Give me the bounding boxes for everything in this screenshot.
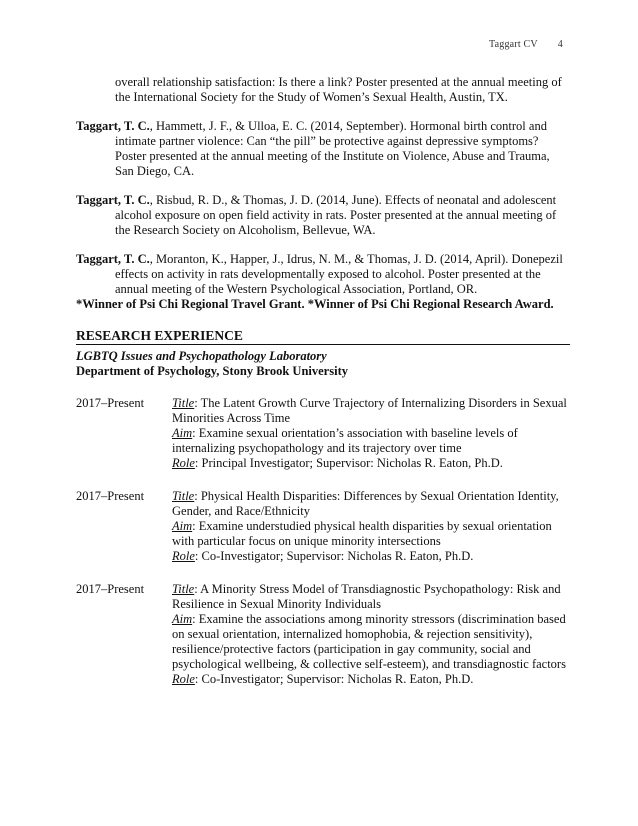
publication-author: Taggart, T. C. [76,119,150,133]
aim-label: Aim [172,426,193,440]
project-dates: 2017–Present [76,489,145,503]
project-dates: 2017–Present [76,396,145,410]
project-title: A Minority Stress Model of Transdiagnostic Psychopathology: Risk and Resilience in Sexual Minority Individuals [172,582,561,611]
project-role-line: Role: Co-Investigator; Supervisor: Nicholas R. Eaton, Ph.D. [172,672,474,686]
title-label: Title [172,489,195,503]
project-title-line: Title: The Latent Growth Curve Trajectory of Internalizing Disorders in Sexual Minorities Across Time [172,396,567,425]
role-label: Role [172,672,195,686]
project-role-line: Role: Principal Investigator; Supervisor: Nicholas R. Eaton, Ph.D. [172,456,503,470]
project-title-line: Title: A Minority Stress Model of Transdiagnostic Psychopathology: Risk and Resilience in Sexual Minority Individuals [172,582,561,611]
header-title: Taggart CV [489,39,538,50]
research-project [76,489,570,564]
publication-entry [76,75,570,105]
project-title: Physical Health Disparities: Differences by Sexual Orientation Identity, Gender, and Race/Ethnicity [172,489,559,518]
publication-text: , Moranton, K., Happer, J., Idrus, N. M., & Thomas, J. D. (2014, April). Donepezil effects on activity in rats developmentally exposed to alcohol. Poster presented at the annual meeting of the Western Psychological Association, Portland, OR. [115,252,563,296]
cv-page-content [76,75,570,705]
publication-author: Taggart, T. C. [76,193,150,207]
project-role: Principal Investigator; Supervisor: Nicholas R. Eaton, Ph.D. [201,456,503,470]
publication-awards: *Winner of Psi Chi Regional Travel Grant. *Winner of Psi Chi Regional Research Award. [76,297,554,311]
project-details [172,582,570,687]
section-heading: RESEARCH EXPERIENCE [76,328,570,345]
project-role: Co-Investigator; Supervisor: Nicholas R. Eaton, Ph.D. [201,672,474,686]
publication-text: overall relationship satisfaction: Is there a link? Poster presented at the annual meeting of the International Society for the Study of Women’s Sexual Health, Austin, TX. [115,75,562,104]
publication-entry [76,252,570,312]
title-label: Title [172,396,195,410]
project-title-line: Title: Physical Health Disparities: Differences by Sexual Orientation Identity, Gender, and Race/Ethnicity [172,489,559,518]
department-name: Department of Psychology, Stony Brook University [76,364,348,378]
research-project [76,582,570,687]
project-details [172,489,570,564]
publication-author: Taggart, T. C. [76,252,150,266]
role-label: Role [172,456,195,470]
publication-text: , Risbud, R. D., & Thomas, J. D. (2014, June). Effects of neonatal and adolescent alcohol exposure on open field activity in rats. Poster presented at the annual meeting of the Research Society on Alcoholism, Bellevue, WA. [115,193,557,237]
project-dates: 2017–Present [76,582,145,596]
lab-name: LGBTQ Issues and Psychopathology Laboratory [76,349,327,363]
research-project [76,396,570,471]
project-aim-line: Aim: Examine understudied physical health disparities by sexual orientation with particular focus on unique minority intersections [172,519,552,548]
project-aim-line: Aim: Examine sexual orientation’s association with baseline levels of internalizing psychopathology and its trajectory over time [172,426,518,455]
project-aim: Examine the associations among minority stressors (discrimination based on sexual orientation, internalized homophobia, & rejection sensitivity), resilience/protective factors (participation in gay community, social and psychological wellbeing, & collective self-esteem), and transdiagnostic factors [172,612,566,671]
running-header [489,37,563,52]
title-label: Title [172,582,195,596]
publication-entry [76,119,570,179]
page-number: 4 [557,39,563,50]
project-role: Co-Investigator; Supervisor: Nicholas R. Eaton, Ph.D. [201,549,474,563]
publication-entry [76,193,570,238]
project-details [172,396,570,471]
project-aim-line: Aim: Examine the associations among minority stressors (discrimination based on sexual orientation, internalized homophobia, & rejection sensitivity), resilience/protective factors (participation in gay community, social and psychological wellbeing, & collective self-esteem), and transdiagnostic factors [172,612,566,671]
aim-label: Aim [172,612,193,626]
project-aim: Examine sexual orientation’s association with baseline levels of internalizing psychopathology and its trajectory over time [172,426,518,455]
role-label: Role [172,549,195,563]
aim-label: Aim [172,519,193,533]
publication-text: , Hammett, J. F., & Ulloa, E. C. (2014, September). Hormonal birth control and intimate partner violence: Can “the pill” be protective against depressive symptoms? Poster presented at the annual meeting of the Institute on Violence, Abuse and Trauma, San Diego, CA. [115,119,550,178]
project-aim: Examine understudied physical health disparities by sexual orientation with particular focus on unique minority intersections [172,519,552,548]
project-role-line: Role: Co-Investigator; Supervisor: Nicholas R. Eaton, Ph.D. [172,549,474,563]
project-title: The Latent Growth Curve Trajectory of Internalizing Disorders in Sexual Minorities Across Time [172,396,567,425]
